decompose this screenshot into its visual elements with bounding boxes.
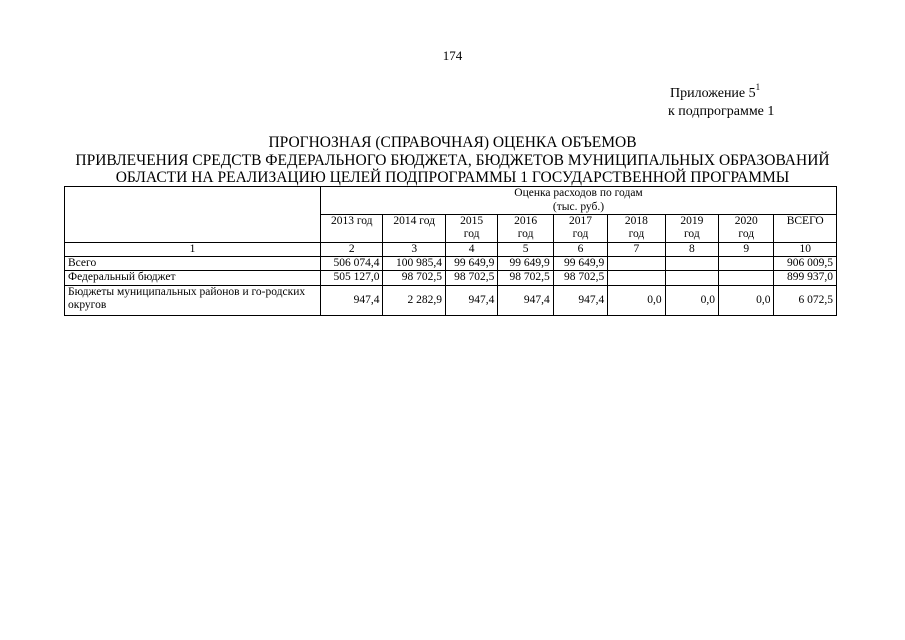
col-header-2019 [665, 214, 718, 242]
document-title [0, 134, 905, 187]
col-header-total [774, 214, 837, 242]
col-header-2014 [383, 214, 445, 242]
table-cell [665, 256, 718, 270]
row-label: Бюджеты муниципальных районов и го-родских округов [65, 285, 321, 315]
col-header-label-2: год [628, 227, 645, 240]
table-cell [665, 270, 718, 285]
appendix-line2: к подпрограмме 1 [668, 104, 775, 119]
col-header-label-2: год [517, 227, 534, 240]
col-number: 6 [553, 242, 607, 256]
col-header-label-2: год [683, 227, 700, 240]
col-header-label: 2018 [624, 214, 648, 227]
table-cell: 98 702,5 [445, 270, 497, 285]
col-header-label: 2013 год [330, 214, 373, 227]
col-header-2016 [498, 214, 553, 242]
appendix-line1 [668, 82, 774, 103]
table-row-federal [65, 270, 837, 285]
table-row-total [65, 256, 837, 270]
col-number: 8 [665, 242, 718, 256]
table-cell: 899 937,0 [774, 270, 837, 285]
table-cell [719, 256, 774, 270]
table-cell: 99 649,9 [445, 256, 497, 270]
table-cell: 505 127,0 [320, 270, 382, 285]
col-number: 4 [445, 242, 497, 256]
title-line-2: ПРИВЛЕЧЕНИЯ СРЕДСТВ ФЕДЕРАЛЬНОГО БЮДЖЕТА, БЮДЖЕТОВ МУНИЦИПАЛЬНЫХ ОБРАЗОВАНИЙ [75, 151, 830, 169]
appendix-superscript: 1 [755, 82, 761, 92]
table-cell [608, 256, 665, 270]
appendix-note [668, 82, 775, 121]
table-cell: 0,0 [608, 285, 665, 315]
table-cell: 947,4 [553, 285, 607, 315]
table-cell: 6 072,5 [774, 285, 837, 315]
table-cell: 99 649,9 [553, 256, 607, 270]
table-cell [719, 270, 774, 285]
col-number: 3 [383, 242, 445, 256]
row-label: Всего [65, 256, 321, 270]
table-cell: 98 702,5 [553, 270, 607, 285]
col-header-2015 [445, 214, 497, 242]
table-cell: 98 702,5 [498, 270, 553, 285]
col-number: 1 [65, 242, 321, 256]
table-cell [608, 270, 665, 285]
col-header-label: 2016 [514, 214, 538, 227]
col-header-2013 [320, 214, 382, 242]
table-cell: 947,4 [320, 285, 382, 315]
table-cell: 947,4 [498, 285, 553, 315]
table-row-municipal [65, 285, 837, 315]
col-header-2018 [608, 214, 665, 242]
col-header-2020 [719, 214, 774, 242]
table-cell: 98 702,5 [383, 270, 445, 285]
table-cell: 2 282,9 [383, 285, 445, 315]
header-empty-cell [65, 187, 321, 243]
col-number: 5 [498, 242, 553, 256]
page-number: 174 [442, 48, 463, 63]
col-number: 10 [774, 242, 837, 256]
table-cell: 906 009,5 [774, 256, 837, 270]
table-cell: 947,4 [445, 285, 497, 315]
appendix-label: Приложение 5 [670, 86, 756, 101]
col-header-label-2: год [738, 227, 755, 240]
col-number: 7 [608, 242, 665, 256]
col-header-label: 2020 [734, 214, 758, 227]
col-header-label-2: год [463, 227, 480, 240]
col-number: 2 [320, 242, 382, 256]
group-header: Оценка расходов по годам [320, 187, 836, 201]
col-header-label: 2017 [568, 214, 592, 227]
col-header-label-2: год [572, 227, 589, 240]
table-cell: 100 985,4 [383, 256, 445, 270]
unit-header: (тыс. руб.) [320, 201, 836, 215]
title-line-3: ОБЛАСТИ НА РЕАЛИЗАЦИЮ ЦЕЛЕЙ ПОДПРОГРАММЫ 1 ГОСУДАРСТВЕННОЙ ПРОГРАММЫ [115, 169, 790, 186]
table-cell: 0,0 [665, 285, 718, 315]
column-number-row [65, 242, 837, 256]
budget-table [64, 186, 837, 316]
title-line-1: ПРОГНОЗНАЯ (СПРАВОЧНАЯ) ОЦЕНКА ОБЪЕМОВ [268, 134, 637, 151]
col-header-2017 [553, 214, 607, 242]
table-cell: 0,0 [719, 285, 774, 315]
col-header-label: ВСЕГО [786, 214, 824, 227]
row-label: Федеральный бюджет [65, 270, 321, 285]
col-header-label: 2015 [460, 214, 484, 227]
col-header-label: 2019 [680, 214, 704, 227]
col-number: 9 [719, 242, 774, 256]
table-cell: 506 074,4 [320, 256, 382, 270]
col-header-label: 2014 год [393, 214, 435, 227]
table-cell: 99 649,9 [498, 256, 553, 270]
